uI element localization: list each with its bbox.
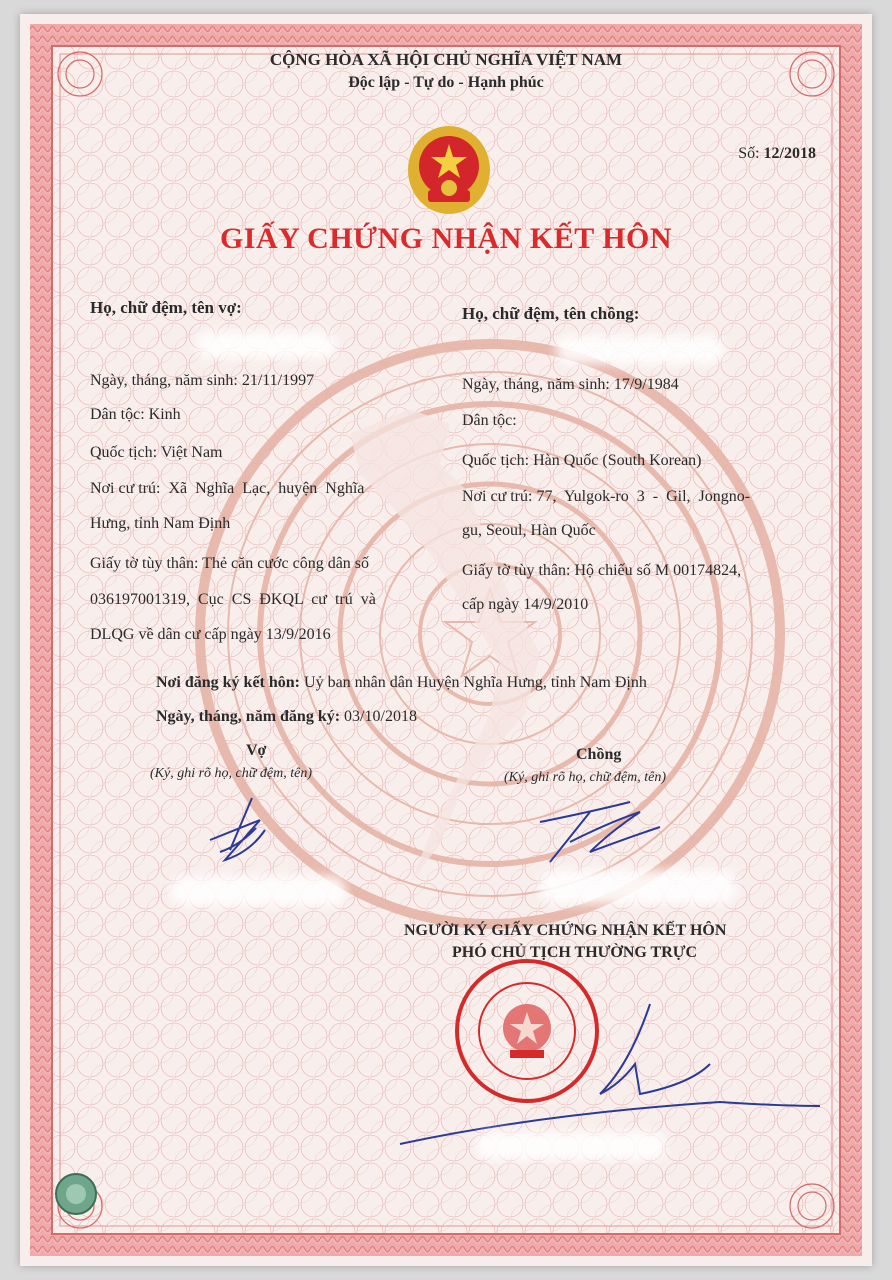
wife-id: Giấy tờ tùy thân: Thẻ căn cước công dân số [90,555,370,572]
official-signature [390,984,850,1154]
husband-sign-note: (Ký, ghi rõ họ, chữ đệm, tên) [504,770,666,785]
official-name-redacted [476,1132,666,1160]
husband-signature [530,792,680,872]
husband-nationality: Quốc tịch: Hàn Quốc (South Korean) [462,452,702,469]
wife-nationality: Quốc tịch: Việt Nam [90,444,223,461]
wife-signature-name-redacted [170,876,346,906]
wife-sign-note: (Ký, ghi rõ họ, chữ đệm, tên) [150,766,312,781]
wife-signature-label: Vợ [246,742,267,759]
marriage-certificate [20,14,872,1266]
husband-signature-name-redacted [540,870,736,904]
wife-id-line2: 036197001319, Cục CS ĐKQL cư trú và [90,591,376,608]
number-label: Số: [738,145,760,162]
official-title-line1: NGƯỜI KÝ GIẤY CHỨNG NHẬN KẾT HÔN [404,922,727,939]
husband-name-redacted [556,336,724,364]
official-title-line2: PHÓ CHỦ TỊCH THƯỜNG TRỰC [452,944,698,961]
national-emblem-icon [406,124,492,216]
husband-ethnicity: Dân tộc: [462,412,517,429]
wife-dob: Ngày, tháng, năm sinh: 21/11/1997 [90,372,315,389]
wife-name-redacted [196,332,336,358]
registration-date: Ngày, tháng, năm đăng ký: 03/10/2018 [156,708,417,725]
number-value: 12/2018 [763,145,816,162]
republic-heading: CỘNG HÒA XÃ HỘI CHỦ NGHĨA VIỆT NAM [269,50,623,69]
hologram-sticker [56,1174,96,1214]
wife-residence: Nơi cư trú: Xã Nghĩa Lạc, huyện Nghĩa [90,480,365,497]
wife-residence-line2: Hưng, tỉnh Nam Định [90,515,231,532]
wife-signature [190,790,310,870]
husband-dob: Ngày, tháng, năm sinh: 17/9/1984 [462,376,679,393]
husband-residence-line2: gu, Seoul, Hàn Quốc [462,522,596,539]
husband-id: Giấy tờ tùy thân: Hộ chiếu số M 00174824, [462,562,742,579]
husband-residence: Nơi cư trú: 77, Yulgok-ro 3 - Gil, Jongno- [462,488,751,505]
wife-id-line3: DLQG về dân cư cấp ngày 13/9/2016 [90,626,331,643]
registration-place: Nơi đăng ký kết hôn: Uỷ ban nhân dân Huyện Nghĩa Hưng, tỉnh Nam Định [156,674,647,691]
husband-signature-label: Chồng [576,746,622,763]
document-title: GIẤY CHỨNG NHẬN KẾT HÔN [219,222,673,255]
motto: Độc lập - Tự do - Hạnh phúc [348,74,544,91]
husband-id-line2: cấp ngày 14/9/2010 [462,596,589,613]
wife-ethnicity: Dân tộc: Kinh [90,406,181,423]
husband-heading: Họ, chữ đệm, tên chồng: [462,304,640,323]
certificate-number [738,145,816,163]
wife-heading: Họ, chữ đệm, tên vợ: [90,298,242,317]
